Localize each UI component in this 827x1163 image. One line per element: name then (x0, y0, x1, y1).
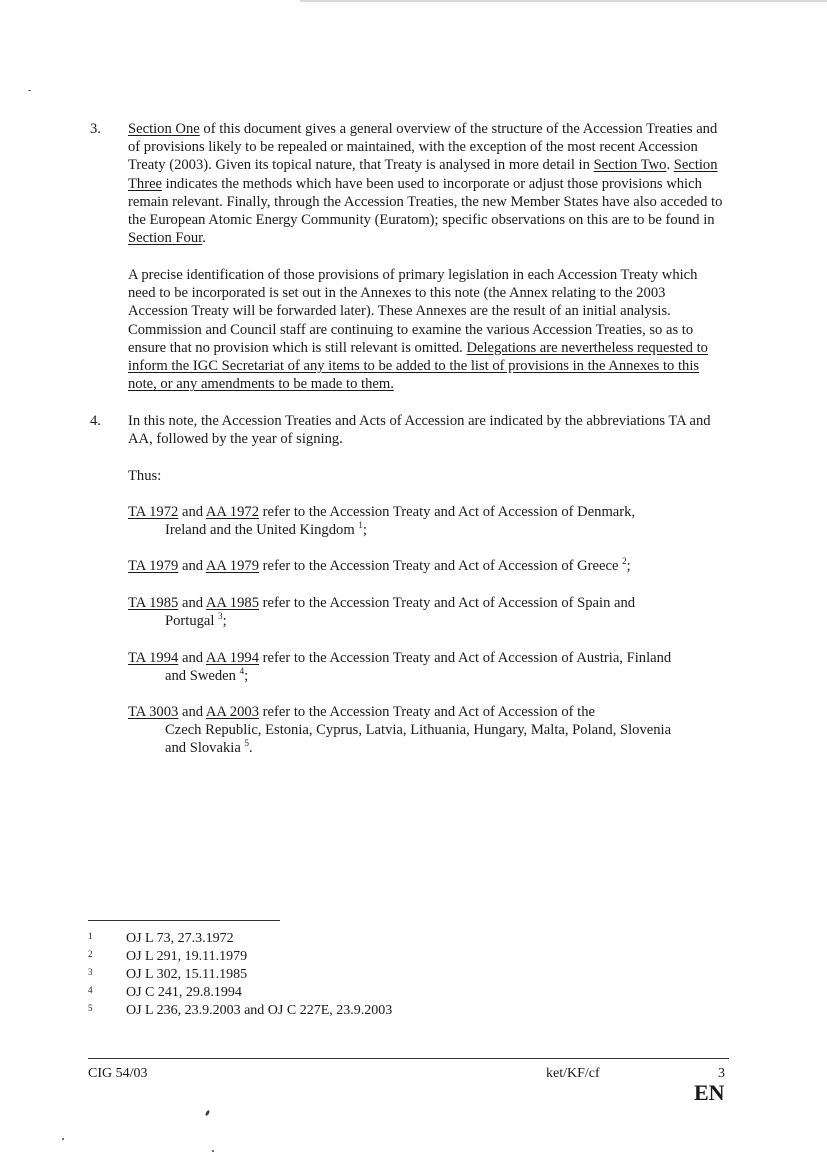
treaty-item-1994: TA 1994 and AA 1994 refer to the Accession Treaty and Act of Accession of Austria, Finland and Sweden $^4$; (128, 650, 672, 685)
footnote-3: 3 OJ L 302, 15.11.1985 (88, 967, 248, 982)
language-code: EN (694, 1080, 725, 1105)
paragraph-3: Section One of this document gives a general overview of the structure of the Accession Treaties and of provisions likely to be repealed or maintained, with the exception of the most recent Accession Treaty (2003). Given its topical nature, that Treaty is analysed in more detail in Section Two. Section Three indicates the methods which have been used to incorporate or adjust those provisions which remain relevant. Finally, through the Accession Treaties, the new Member States have also acceded to the European Atomic Energy Community (Euratom); specific observations on this are to be found in Section Four. (128, 121, 723, 247)
footnote-ref-1: 1 (358, 520, 363, 531)
scan-edge-line (300, 0, 827, 2)
page-number: 3 (718, 1066, 725, 1081)
footnote-ref-4: 4 (239, 666, 245, 677)
paragraph-number-4: 4. (90, 413, 101, 429)
link-section-four: Section Four (128, 230, 203, 247)
scan-speck (212, 1150, 214, 1152)
document-reference: CIG 54/03 (88, 1066, 148, 1081)
footnote-4: 4 OJ C 241, 29.8.1994 (88, 985, 242, 1000)
link-section-two: Section Two (593, 157, 667, 174)
scan-speck (62, 1138, 64, 1140)
paragraph-number-3: 3. (90, 121, 101, 137)
scan-speck (28, 90, 31, 91)
thus-label: Thus: (128, 468, 162, 484)
author-initials: ket/KF/cf (546, 1066, 600, 1081)
footnote-2: 2 OJ L 291, 19.11.1979 (88, 949, 248, 964)
scan-speck (205, 1110, 211, 1117)
footer-rule (88, 1058, 729, 1059)
footnote-ref-2: 2 (622, 556, 627, 567)
link-section-three: Section Three (128, 157, 718, 192)
paragraph-3b: A precise identification of those provisions of primary legislation in each Accession Treaty which need to be incorporated is set out in the Annexes to this note (the Annex relating to the 2003 Accession Treaty will be forwarded later). These Annexes are the result of an initial analysis. Commission and Council staff are continuing to examine the various Accession Treaties, so as to ensure that no provision which is still relevant is omitted. Delegations are nevertheless requested to inform the IGC Secretariat of any items to be added to the list of provisions in the Annexes to this note, or any amendments to be made to them. (128, 267, 708, 393)
treaty-item-1985: TA 1985 and AA 1985 refer to the Accession Treaty and Act of Accession of Spain and Portugal $^3$; (128, 595, 636, 630)
footnote-5: 5 OJ L 236, 23.9.2003 and OJ C 227E, 23.9.2003 (88, 1003, 393, 1018)
footnote-1: 1 OJ L 73, 27.3.1972 (88, 931, 234, 946)
footnote-ref-5: 5 (244, 738, 249, 749)
paragraph-4: In this note, the Accession Treaties and Acts of Accession are indicated by the abbreviations TA and AA, followed by the year of signing. (128, 413, 711, 448)
treaty-item-1979: TA 1979 and AA 1979 refer to the Accession Treaty and Act of Accession of Greece $^2$; (128, 556, 631, 574)
treaty-item-1972: TA 1972 and AA 1972 refer to the Accession Treaty and Act of Accession of Denmark, Ireland and the United Kingdom $^1$; (128, 504, 636, 539)
treaty-item-2003: TA 3003 and AA 2003 refer to the Accession Treaty and Act of Accession of the Czech Republic, Estonia, Cyprus, Latvia, Lithuania, Hungary, Malta, Poland, Slovenia and Slovakia $^5$. (128, 704, 672, 757)
delegations-request: Delegations are nevertheless requested to inform the IGC Secretariat of any items to be added to the list of provisions in the Annexes to this note, or any amendments to be made to them. (128, 339, 708, 393)
footnote-ref-3: 3 (218, 611, 223, 622)
footnote-separator (88, 920, 280, 921)
link-section-one: Section One (128, 121, 200, 137)
